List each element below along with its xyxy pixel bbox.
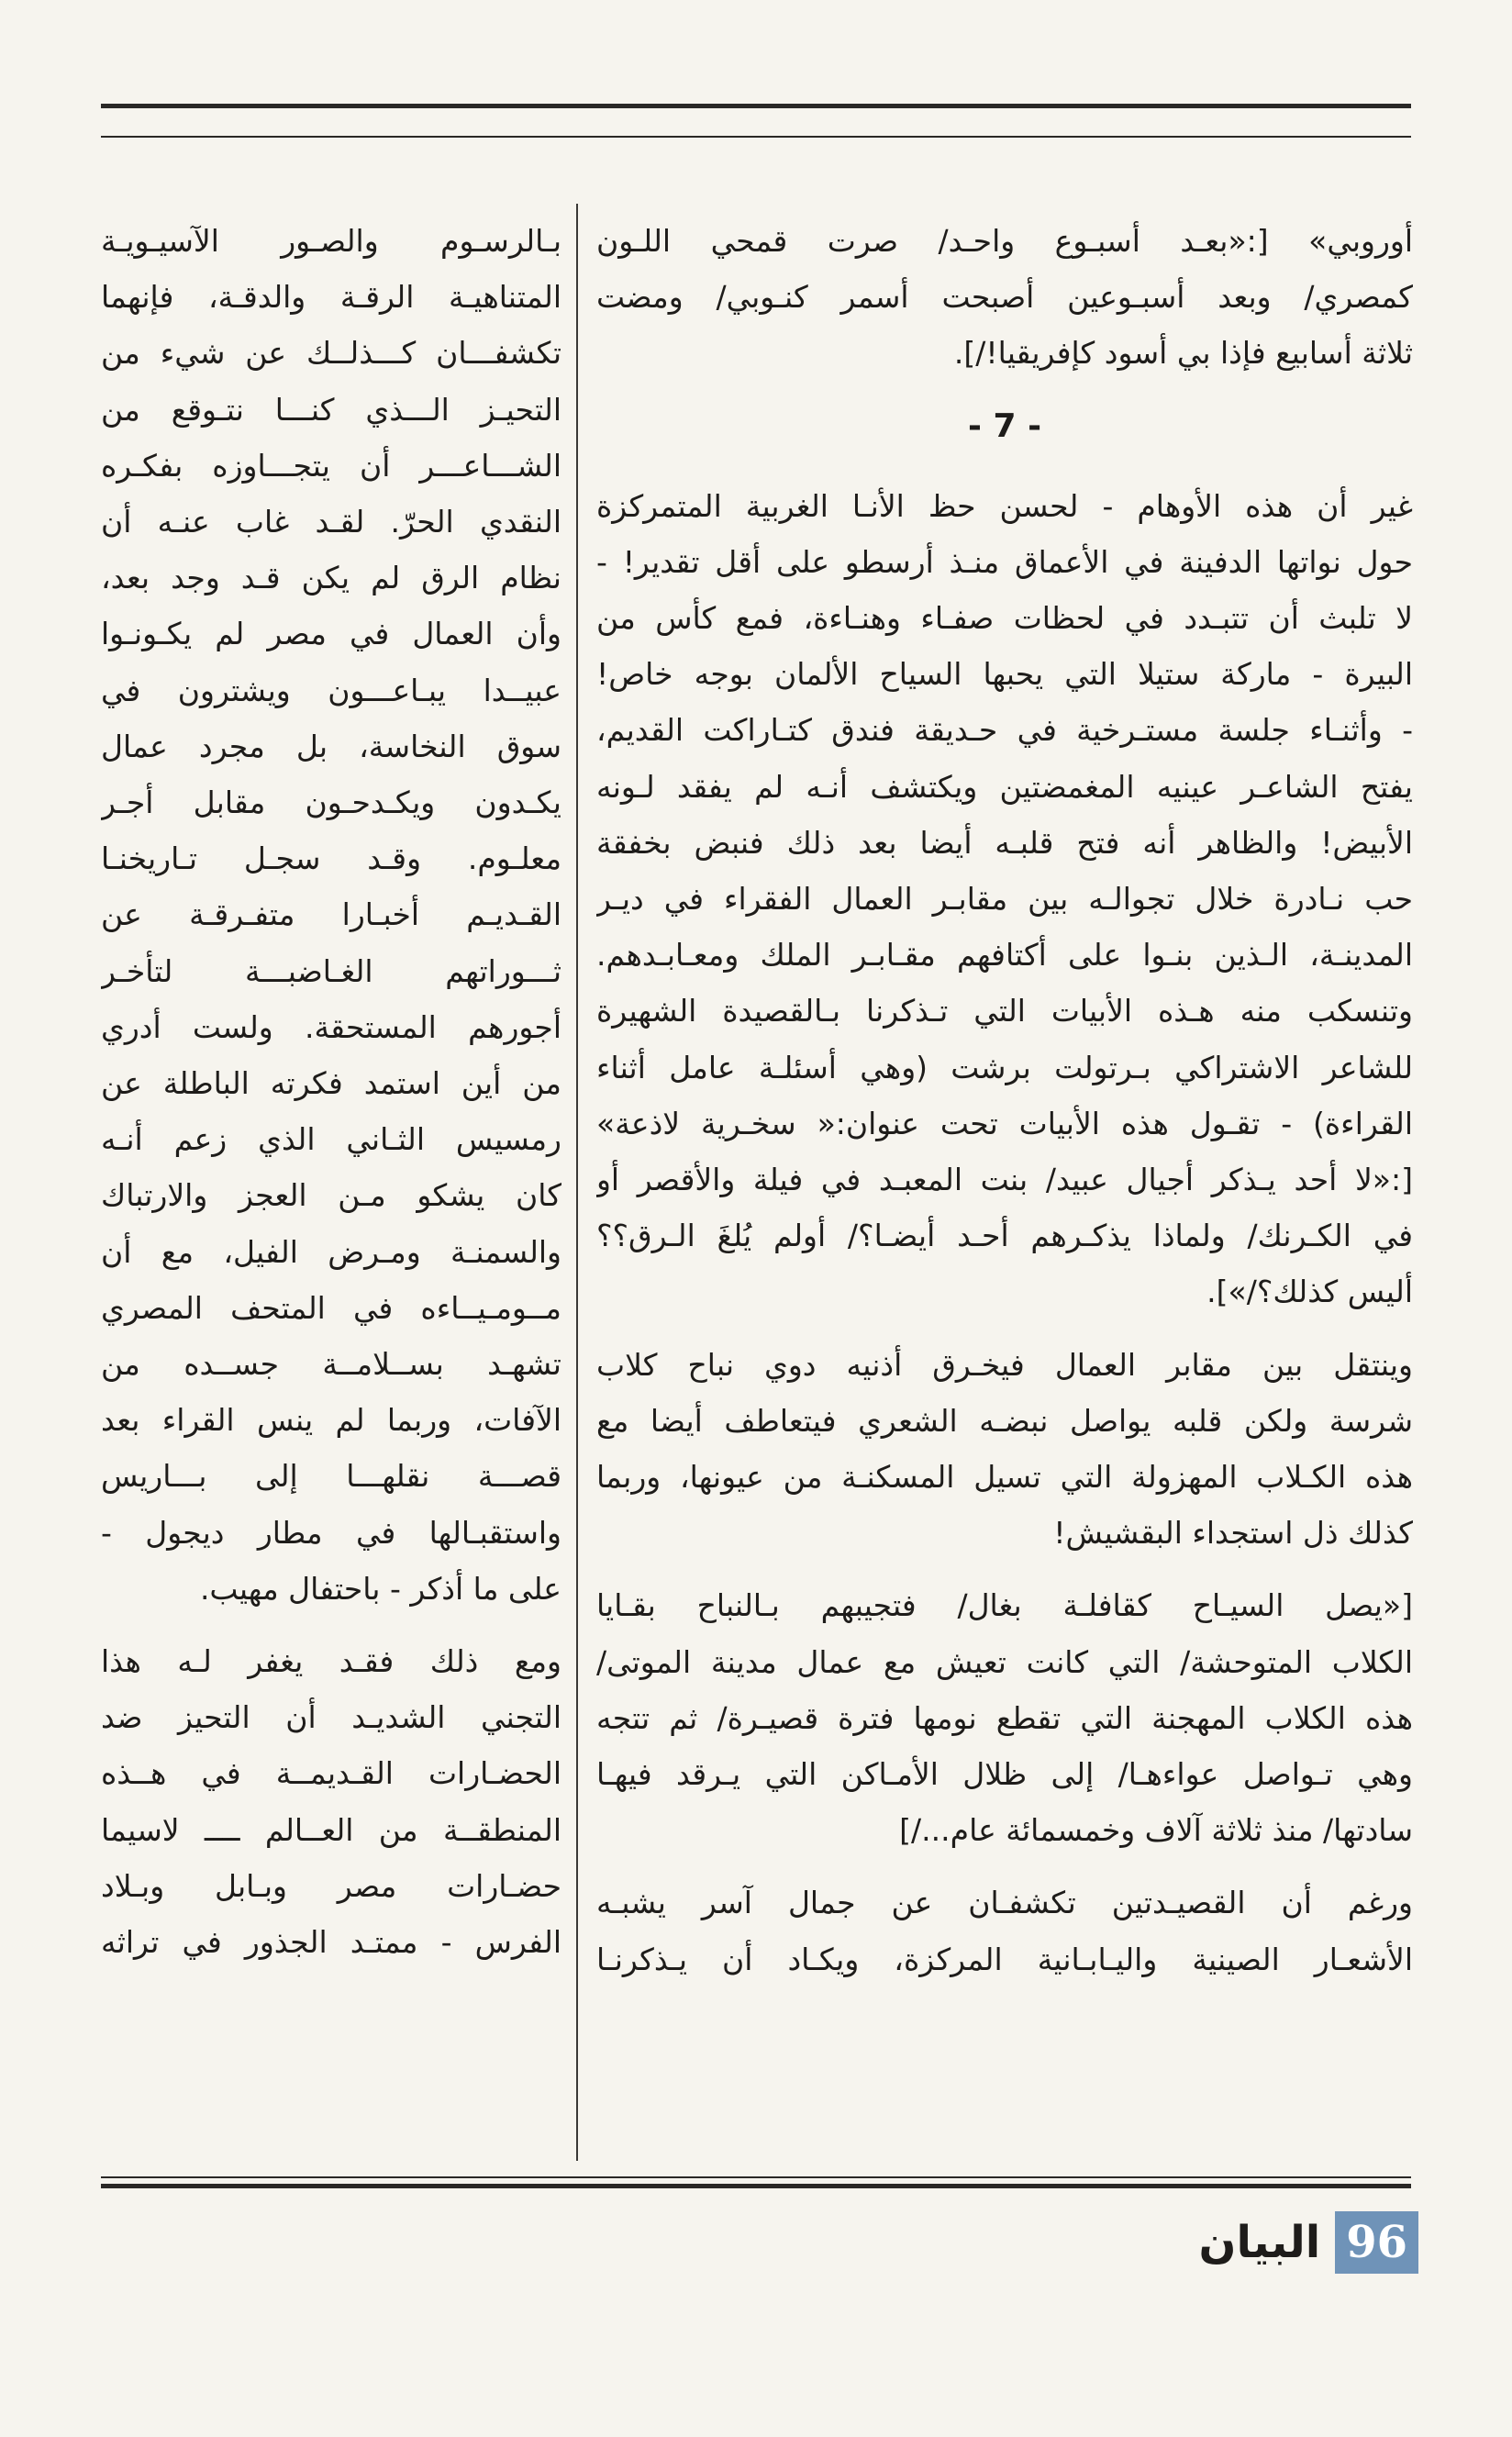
text-line: - وأثنـاء جلسة مستـرخية في حـديقة فندق كتـاراكت القديم، — [596, 712, 1413, 749]
text-line: [«يصل السيـاح كقافلـة بغال/ فتجيبهم بـالنباح بقـايا — [596, 1587, 1413, 1624]
text-line: من أين استمد فكرته الباطلة عن — [101, 1065, 561, 1102]
paragraph — [596, 213, 1413, 382]
section-number: - 7 - — [967, 406, 1042, 445]
text-line: الكلاب المتوحشة/ التي كانت تعيش مع عمال مدينة الموتى/ — [596, 1643, 1413, 1680]
text-line: شرسة ولكن قلبه يواصل نبضـه الشعري فيتعاطف أيضا مع — [596, 1402, 1413, 1439]
text-line: [:«لا أحد يـذكر أجيال عبيد/ بنت المعبـد في فيلة والأقصر أو — [596, 1162, 1413, 1198]
text-line: القراءة) - تقـول هذه الأبيات تحت عنوان:« سخـرية لاذعة» — [596, 1105, 1413, 1141]
text-line: سوق النخاسة، بل مجرد عمال — [101, 728, 561, 764]
text-line: الفرس - ممتـد الجذور في تراثه — [101, 1924, 561, 1961]
text-line: ثـــوراتهم الغـاضبـــة لتأخـر — [101, 952, 561, 989]
paragraph — [596, 1337, 1413, 1562]
footer-rule-thin — [101, 2176, 1411, 2178]
text-line: وتنسكب منه هـذه الأبيات التي تـذكرنا بـالقصيدة الشهيرة — [596, 993, 1413, 1029]
text-line: كذلك ذل استجداء البقشيش! — [1053, 1515, 1413, 1552]
text-line: واستقبـالها في مطار ديجول - — [101, 1514, 561, 1551]
text-line: البيرة - ماركة ستيلا التي يحبها السياح الألمان بوجه خاص! — [596, 656, 1413, 693]
text-line: تكشفـــان كـــذلــك عن شيء من — [101, 335, 561, 372]
text-line: وينتقل بين مقابر العمال فيخـرق أذنيه دوي نباح كلاب — [596, 1346, 1413, 1383]
text-line: التحيـز الـــذي كنـــا نتـوقع من — [101, 391, 561, 428]
text-line: معلـوم. وقـد سجـل تـاريخنـا — [101, 840, 561, 877]
left-column — [101, 213, 561, 1986]
text-line: والسمنـة ومـرض الفيل، مع أن — [101, 1233, 561, 1270]
text-line: سادتها/ منذ ثلاثة آلاف وخمسمائة عام.../] — [899, 1812, 1413, 1849]
text-line: الآفات، وربما لم ينس القراء بعد — [101, 1402, 561, 1439]
text-line: على ما أذكر - باحتفال مهيب. — [199, 1570, 561, 1607]
text-line: لا تلبث أن تتبـدد في لحظات صفـاء وهنـاءة، فمع كأس من — [596, 600, 1413, 637]
text-line: حضـارات مصر وبـابل وبـلاد — [101, 1867, 561, 1904]
text-line: الشـــاعـــر أن يتجـــاوزه بفكـره — [101, 447, 561, 484]
page-footer — [1199, 2211, 1418, 2274]
text-line: رمسيس الثـاني الذي زعم أنـه — [101, 1121, 561, 1158]
text-line: يفتح الشاعـر عينيه المغمضتين ويكتشف أنـه لم يفقد لـونه — [596, 768, 1413, 805]
text-line: غير أن هذه الأوهام - لحسن حظ الأنـا الغربية المتمركزة — [596, 487, 1413, 524]
column-divider — [576, 204, 578, 2161]
text-line: القـديـم أخبـارا متفـرقـة عن — [101, 896, 561, 933]
text-line: يكـدون ويكـدحـون مقابل أجـر — [101, 785, 561, 821]
text-line: ثلاثة أسابيع فإذا بي أسود كإفريقيا!/]. — [953, 335, 1413, 372]
text-line: الحضـارات القـديمــة في هــذه — [101, 1755, 561, 1792]
paragraph — [596, 1875, 1413, 1986]
text-line: وهي تـواصل عواءهـا/ إلى ظلال الأمـاكن التي يـرقد فيهـا — [596, 1756, 1413, 1793]
text-line: ورغم أن القصيـدتين تكشفـان عن جمال آسر يشبـه — [596, 1885, 1413, 1921]
text-line: المدينـة، الـذين بنـوا على أكتافهم مقـابـر الملك ومعـابـدهم. — [596, 937, 1413, 974]
text-line: للشاعر الاشتراكي بـرتولت برشت (وهي أسئلـة عامل أثناء — [596, 1049, 1413, 1085]
text-line: مــومـيــاءه في المتحف المصري — [101, 1289, 561, 1326]
text-line: أجورهم المستحقة. ولست أدري — [101, 1008, 561, 1045]
right-column — [596, 213, 1413, 2004]
paragraph — [596, 1577, 1413, 1858]
text-line: وأن العمال في مصر لم يكـونـوا — [101, 616, 561, 652]
text-line: حب نـادرة خلال تجوالـه بين مقابـر العمال الفقراء في ديـر — [596, 881, 1413, 918]
text-line: في الكـرنك/ ولماذا يذكـرهم أحـد أيضـا؟/ أولم يُلغَ الـرق؟؟ — [596, 1218, 1413, 1254]
text-line: أليس كذلك؟/»]. — [1206, 1274, 1413, 1310]
text-line: هذه الكلاب المهجنة التي تقطع نومها فترة قصيـرة/ ثم تتجه — [596, 1699, 1413, 1736]
text-line: بـالرسـوم والصـور الآسيـويـة — [101, 223, 561, 259]
page-number-badge: 96 — [1335, 2211, 1418, 2274]
text-line: المتناهيـة الرقـة والدقـة، فإنهما — [101, 279, 561, 316]
footer-rule-thick — [101, 2184, 1411, 2188]
text-line: كمصري/ وبعد أسبـوعين أصبحت أسمر كنـوبي/ ومضت — [596, 279, 1413, 316]
text-line: ومع ذلك فقـد يغفر لـه هذا — [101, 1643, 561, 1680]
text-line: الأبيض! والظاهر أنه فتح قلبـه أيضا بعد ذلك فنبض بخفقة — [596, 824, 1413, 861]
text-line: الأشعـار الصينية واليـابـانية المركزة، ويكـاد أن يـذكرنـا — [596, 1941, 1413, 1977]
paragraph — [101, 1633, 561, 1970]
text-line: التجني الشديـد أن التحيز ضد — [101, 1699, 561, 1736]
text-line: حول نواتها الدفينة في الأعماق منـذ أرسطو على أقل تقدير! - — [596, 543, 1413, 580]
text-line: كان يشكو مـن العجز والارتباك — [101, 1177, 561, 1214]
text-line: النقدي الحرّ. لقـد غاب عنـه أن — [101, 504, 561, 540]
text-line: تشهـد بســلامــة جســده من — [101, 1346, 561, 1383]
text-line: هذه الكـلاب المهزولة التي تسيل المسكنـة من عيونها، وربما — [596, 1459, 1413, 1496]
magazine-name: البيان — [1198, 2217, 1321, 2268]
text-line: المنطقــة من العــالم ــــ لاسيما — [101, 1811, 561, 1848]
text-line: عبيــدا يبـاعـــون ويشترون في — [101, 672, 561, 708]
text-line: نظام الرق لم يكن قـد وجد بعد، — [101, 560, 561, 596]
header-rule-thick — [101, 104, 1411, 108]
paragraph — [101, 213, 561, 1617]
text-line: قصـــة نقلهـــا إلى بـــاريس — [101, 1458, 561, 1495]
header-rule-thin — [101, 136, 1411, 138]
text-line: أوروبي» [:«بعـد أسبـوع واحـد/ صرت قمحي اللـون — [596, 223, 1413, 259]
paragraph — [596, 478, 1413, 1320]
